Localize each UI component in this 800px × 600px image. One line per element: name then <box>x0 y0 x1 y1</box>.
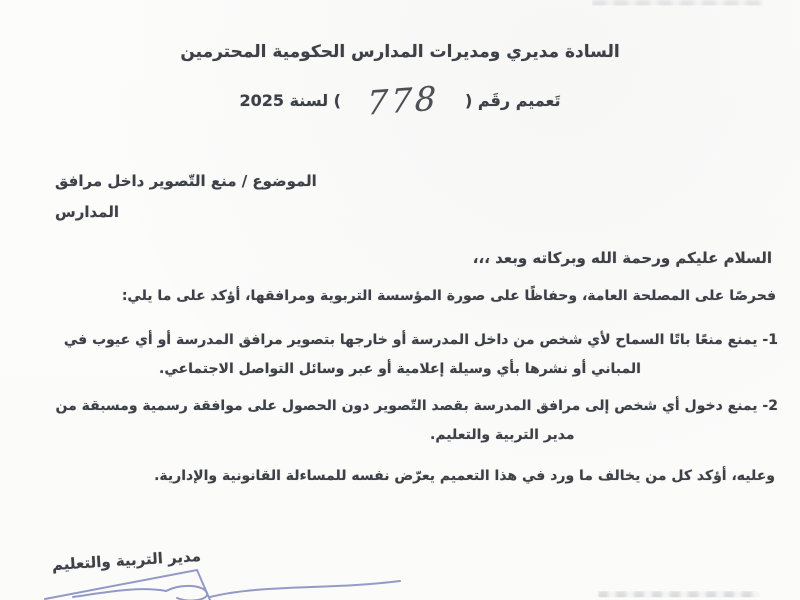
handwritten-circular-number: 778 <box>366 77 440 123</box>
item-1-line-2: المباني أو نشرها بأي وسيلة إعلامية أو عبر وسائل التواصل الاجتماعي. <box>159 361 641 377</box>
circular-number-line <box>0 77 800 123</box>
item-1-line-1: 1- يمنع منعًا باتًا السماح لأي شخص من داخل المدرسة أو خارجها بتصوير مرافق المدرسة أو أي عيوب في <box>63 332 778 348</box>
closing-line: وعليه، أؤكد كل من يخالف ما ورد في هذا التعميم يعرّض نفسه للمساءلة القانونية والإدارية. <box>154 468 775 484</box>
circular-prefix: تَعميم رقَم ( <box>465 90 561 110</box>
circular-suffix: ) لسنة 2025 <box>239 90 341 110</box>
subject-line-1: الموضوع / منع التّصوير داخل مرافق <box>55 172 317 190</box>
intro-line: فحرصًا على المصلحة العامة، وحفاظًا على صورة المؤسسة التربوية ومرافقها، أؤكد على ما يلي: <box>121 288 776 304</box>
scan-artifact-top <box>592 0 764 9</box>
scan-artifact-bottom <box>598 591 760 600</box>
signature-title: مدير التربية والتعليم <box>51 546 202 574</box>
subject-line-2: المدارس <box>55 203 119 221</box>
item-2-line-2: مدير التربية والتعليم. <box>430 427 575 443</box>
recipients-line: السادة مديري ومديرات المدارس الحكومية المحترمين <box>180 42 620 62</box>
greeting-line: السلام عليكم ورحمة الله وبركاته وبعد ،،، <box>472 249 772 267</box>
signature-stroke-loop <box>166 586 207 600</box>
item-2-line-1: 2- يمنع دخول أي شخص إلى مرافق المدرسة بقصد التّصوير دون الحصول على موافقة رسمية ومسبقة من <box>55 398 778 414</box>
handwritten-signature <box>28 564 413 600</box>
signature-stroke-tail <box>210 581 400 597</box>
